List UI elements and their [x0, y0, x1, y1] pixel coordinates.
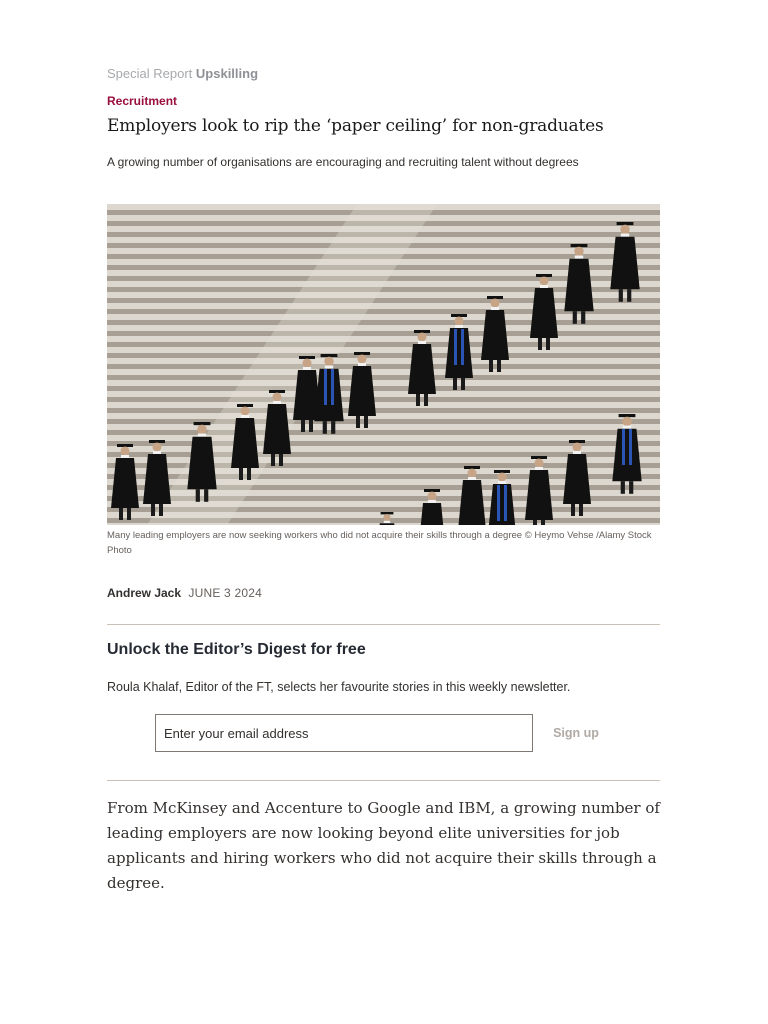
special-report-line	[107, 66, 258, 81]
newsletter-description: Roula Khalaf, Editor of the FT, selects her favourite stories in this weekly newsletter.	[107, 680, 571, 694]
special-report-label: Special Report	[107, 66, 193, 81]
sign-up-button[interactable]: Sign up	[545, 714, 607, 752]
article-image	[107, 204, 660, 525]
divider	[107, 780, 660, 781]
article-standfirst: A growing number of organisations are encouraging and recruiting talent without degrees	[107, 155, 579, 169]
email-input[interactable]	[155, 714, 533, 752]
image-caption: Many leading employers are now seeking workers who did not acquire their skills through a degree © Heymo Vehse /Alamy Stock Photo	[107, 530, 652, 556]
publish-date: JUNE 3 2024	[188, 586, 262, 600]
byline	[107, 586, 262, 600]
special-report-topic-link[interactable]: Upskilling	[195, 66, 259, 81]
article-body-paragraph: From McKinsey and Accenture to Google and IBM, a growing number of leading employers are now looking beyond elite universities for job applicants and hiring workers who did not acquire their skills through a degree.	[107, 799, 660, 892]
newsletter-title: Unlock the Editor’s Digest for free	[107, 641, 366, 658]
author-link[interactable]: Andrew Jack	[107, 586, 182, 600]
divider	[107, 624, 660, 625]
article-headline: Employers look to rip the ‘paper ceiling’ for non-graduates	[107, 116, 604, 136]
graduates-on-stairs-illustration	[107, 204, 660, 525]
article-category-link[interactable]: Recruitment	[107, 94, 178, 108]
